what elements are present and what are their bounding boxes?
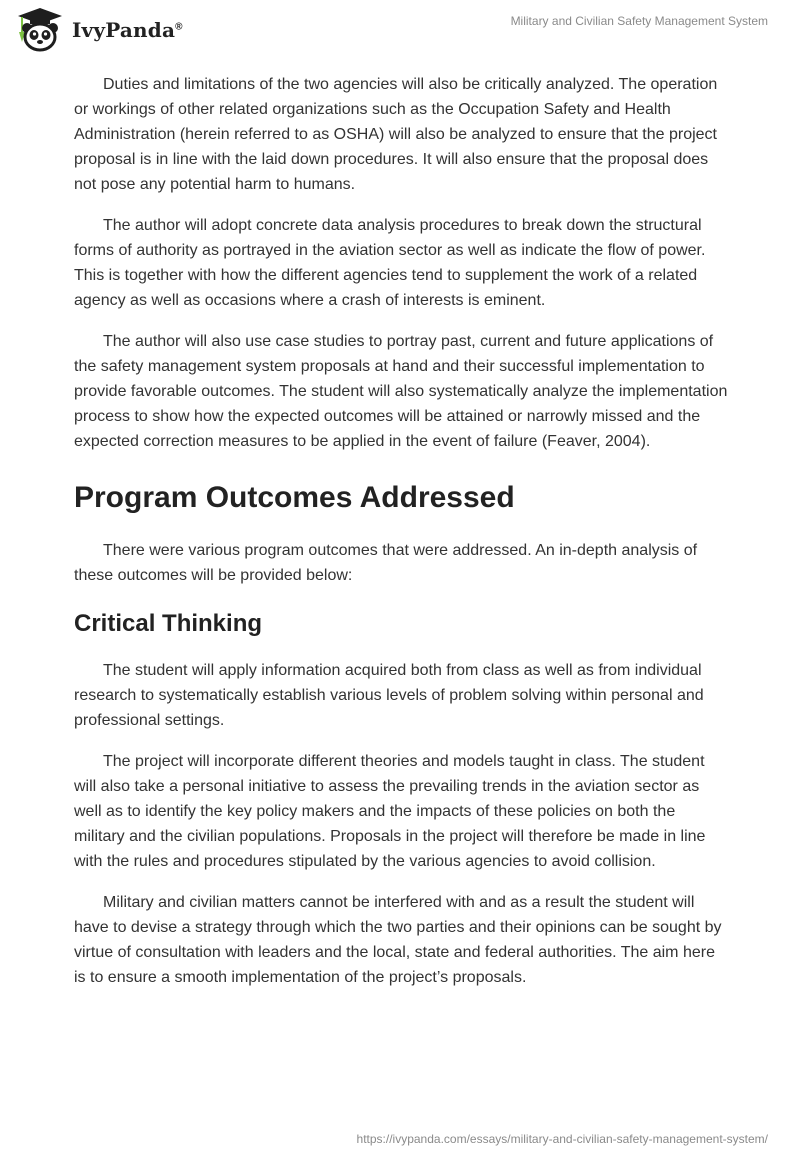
subsection-heading: Critical Thinking xyxy=(74,610,263,637)
brand-logo[interactable] xyxy=(14,6,183,54)
paragraph: The student will apply information acquired both from class as well as from individual research to systematically establish various levels of problem solving within personal and professional settings. xyxy=(74,662,704,729)
section-heading: Program Outcomes Addressed xyxy=(74,481,515,514)
document-title: Military and Civilian Safety Management System xyxy=(510,14,768,28)
paragraph: Military and civilian matters cannot be interfered with and as a result the student will have to devise a strategy through which the two parties and their opinions can be sought by virtue of consultation with leaders and the local, state and federal authorities. The aim here is to ensure a smooth implementation of the project’s proposals. xyxy=(74,894,722,986)
paragraph: The project will incorporate different theories and models taught in class. The student will also take a personal initiative to assess the prevailing trends in the aviation sector as well as to identify the key policy makers and the impacts of these policies on both the military and the civilian populations. Proposals in the project will therefore be made in line with the rules and procedures stipulated by the various agencies to avoid collision. xyxy=(74,753,706,870)
paragraph: The author will also use case studies to portray past, current and future applications of the safety management system proposals at hand and their successful implementation to provide favorable outcomes. The student will also systematically analyze the implementation process to show how the expected outcomes will be attained or narrowly missed and the expected correction measures to be applied in the event of failure (Feaver, 2004). xyxy=(74,333,728,450)
page-header xyxy=(0,0,800,60)
paragraph: Duties and limitations of the two agencies will also be critically analyzed. The operation or workings of other related organizations such as the Occupation Safety and Health Administration (herein referred to as OSHA) will also be analyzed to ensure that the project proposal is in line with the laid down procedures. It will also ensure that the proposal does not pose any potential harm to humans. xyxy=(74,76,718,193)
registered-mark: ® xyxy=(175,21,183,33)
panda-logo-icon xyxy=(14,6,66,54)
essay-content xyxy=(74,72,730,1006)
paragraph: The author will adopt concrete data analysis procedures to break down the structural forms of authority as portrayed in the aviation sector as well as indicate the flow of power. This is together with how the different agencies tend to supplement the work of a related agency as well as occasions where a crash of interests is eminent. xyxy=(74,217,706,309)
paragraph: There were various program outcomes that were addressed. An in-depth analysis of these outcomes will be provided below: xyxy=(74,542,698,584)
source-url[interactable]: https://ivypanda.com/essays/military-and-civilian-safety-management-system/ xyxy=(356,1132,768,1146)
brand-name: IvyPanda® xyxy=(72,18,183,42)
